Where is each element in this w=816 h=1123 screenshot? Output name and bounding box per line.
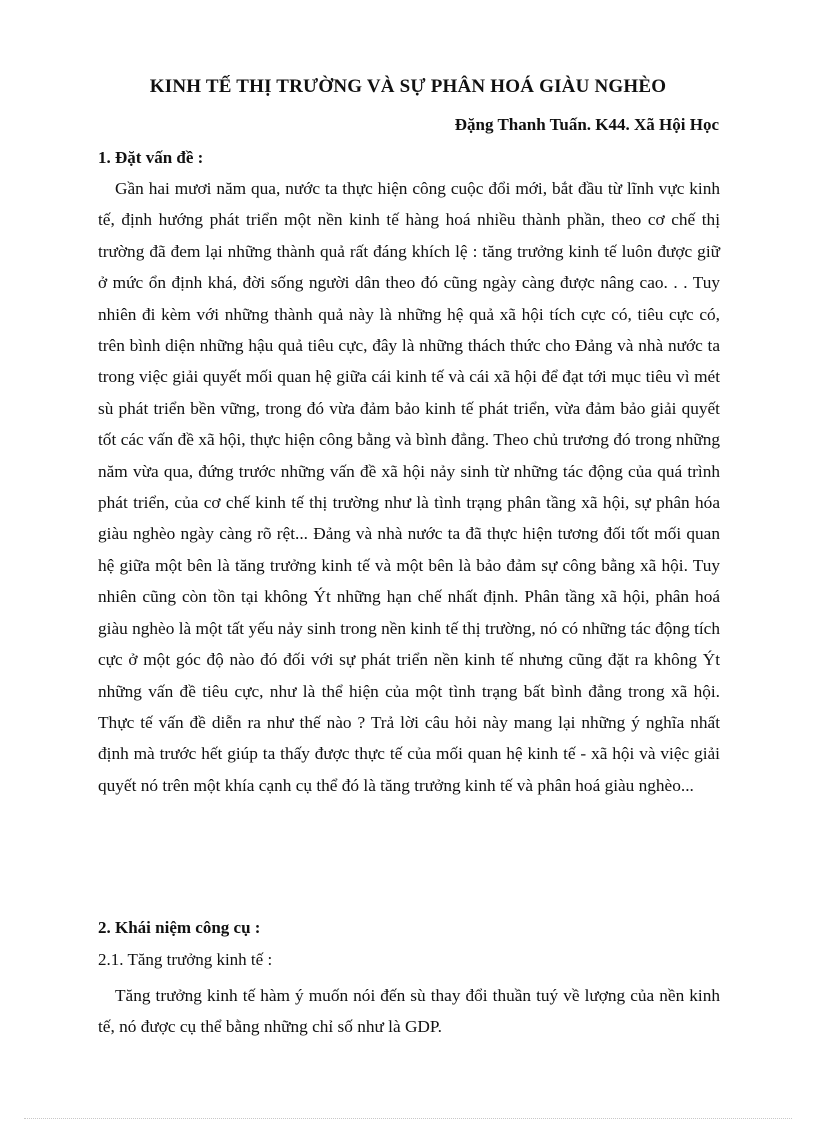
section-1-paragraph: Gần hai mươi năm qua, nước ta thực hiện công cuộc đổi mới, bắt đầu từ lĩnh vực kinh tế, định hướng phát triển một nền kinh tế hàng hoá nhiều thành phần, theo cơ chế thị trường đã đem lại những thành quả rất đáng khích lệ : tăng trưởng kinh tế luôn được giữ ở mức ổn định khá, đời sống người dân theo đó cũng ngày càng được nâng cao. . . Tuy nhiên đi kèm với những thành quả này là những hệ quả xã hội tích cực có, tiêu cực có, trên bình diện những hậu quả tiêu cực, đây là những thách thức cho Đảng và nhà nước ta trong việc giải quyết mối quan hệ giữa cái kinh tế và cái xã hội để đạt tới mục tiêu vì mét sù phát triển bền vững, trong đó vừa đảm bảo kinh tế phát triển, vừa đảm bảo giải quyết tốt các vấn đề xã hội, thực hiện công bằng và bình đẳng. Theo chủ trương đó trong những năm vừa qua, đứng trước những vấn đề xã hội nảy sinh từ những tác động của quá trình phát triển, của cơ chế kinh tế thị trường như là tình trạng phân tầng xã hội, sự phân hóa giàu nghèo ngày càng rõ rệt... Đảng và nhà nước ta đã thực hiện tương đối tốt mối quan hệ giữa một bên là tăng trưởng kinh tế và một bên là bảo đảm sự công bằng xã hội. Tuy nhiên cũng còn tồn tại không Ýt những hạn chế nhất định. Phân tầng xã hội, phân hoá giàu nghèo là một tất yếu nảy sinh trong nền kinh tế thị trường, nó có những tác động tích cực ở một góc độ nào đó đối với sự phát triển nền kinh tế nhưng cũng đặt ra không Ýt những vấn đề tiêu cực, như là thể hiện của một tình trạng bất bình đẳng trong xã hội. Thực tế vấn đề diễn ra như thế nào ? Trả lời câu hỏi này mang lại những ý nghĩa nhất định mà trước hết giúp ta thấy được thực tế của mối quan hệ kinh tế - xã hội và việc giải quyết nó trên một khía cạnh cụ thể đó là tăng trưởng kinh tế và phân hoá giàu nghèo...: [98, 179, 720, 795]
section-2-1-heading: 2.1. Tăng trưởng kinh tế :: [98, 950, 273, 969]
section-1-heading: 1. Đặt vấn đề :: [98, 148, 204, 167]
author-line: Đặng Thanh Tuấn. K44. Xã Hội Học: [454, 115, 719, 134]
section-2-1-paragraph: Tăng trưởng kinh tế hàm ý muốn nói đến sù thay đổi thuần tuý về lượng của nền kinh tế, nó được cụ thể bằng những chỉ số như là GDP.: [98, 986, 720, 1037]
page-bottom-divider: [24, 1118, 792, 1119]
document-title: KINH TẾ THỊ TRƯỜNG VÀ SỰ PHÂN HOÁ GIÀU NGHÈO: [149, 76, 667, 97]
section-2-heading: 2. Khái niệm công cụ :: [98, 918, 261, 937]
